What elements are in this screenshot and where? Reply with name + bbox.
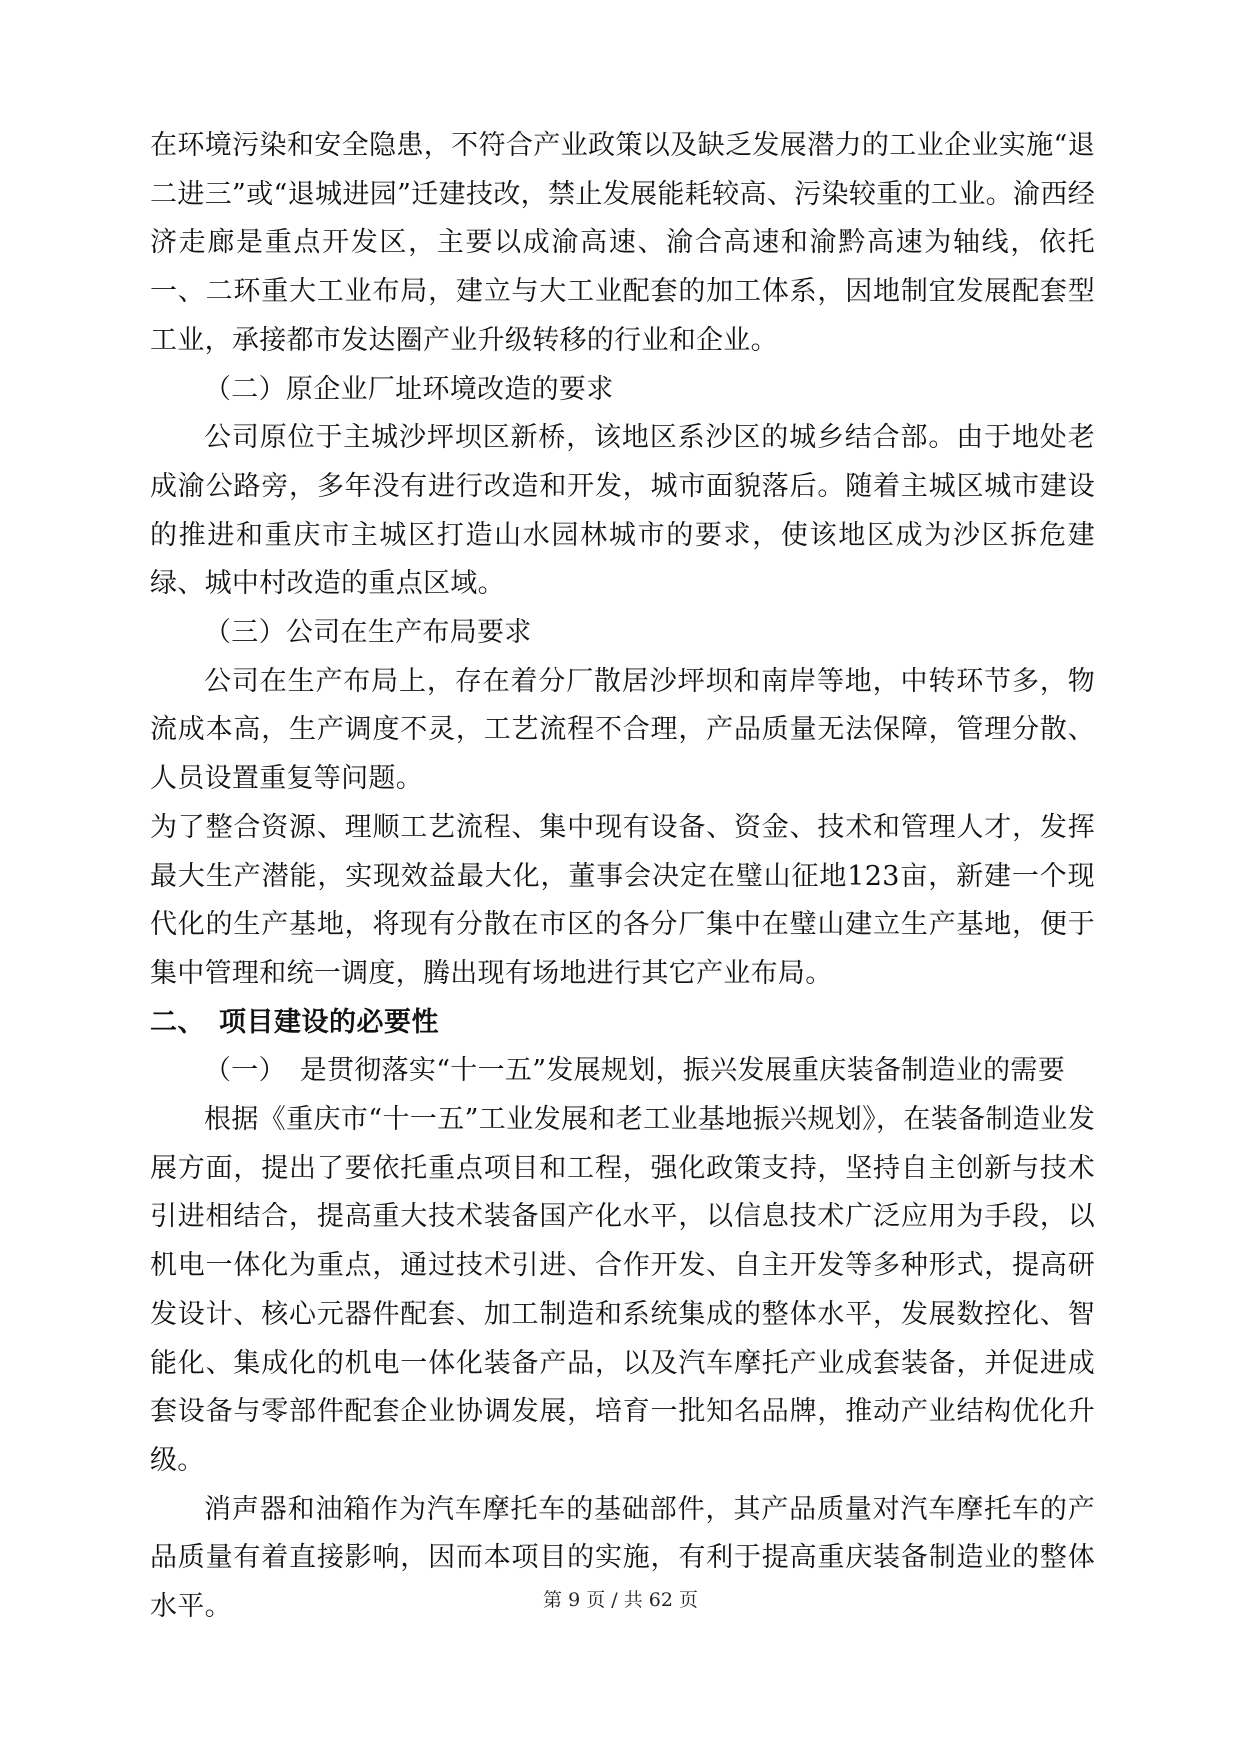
subheading-section-2-1: （一） 是贯彻落实“十一五”发展规划，振兴发展重庆装备制造业的需要 xyxy=(204,1055,1066,1087)
paragraph-1: 在环境污染和安全隐患，不符合产业政策以及缺乏发展潜力的工业企业实施“退二进三”或“退城进园”迁建技改，禁止发展能耗较高、污染较重的工业。渝西经济走廊是重点开发区，主要以成渝高速、渝合高速和渝黔高速为轴线，依托一、二环重大工业布局，建立与大工业配套的加工体系，因地制宜发展配套型工业，承接都市发达圈产业升级转移的行业和企业。 xyxy=(150,130,1095,356)
paragraph-6: 消声器和油箱作为汽车摩托车的基础部件，其产品质量对汽车摩托车的产品质量有着直接影响，因而本项目的实施，有利于提高重庆装备制造业的整体水平。 xyxy=(150,1493,1095,1623)
subheading-3: （三）公司在生产布局要求 xyxy=(204,617,532,649)
paragraph-2: 公司原位于主城沙坪坝区新桥，该地区系沙区的城乡结合部。由于地处老成渝公路旁，多年没有进行改造和开发，城市面貌落后。随着主城区城市建设的推进和重庆市主城区打造山水园林城市的要求，使该地区成为沙区拆危建绿、城中村改造的重点区域。 xyxy=(150,422,1095,600)
paragraph-5: 根据《重庆市“十一五”工业发展和老工业基地振兴规划》，在装备制造业发展方面，提出了要依托重点项目和工程，强化政策支持，坚持自主创新与技术引进相结合，提高重大技术装备国产化水平，以信息技术广泛应用为手段，以机电一体化为重点，通过技术引进、合作开发、自主开发等多种形式，提高研发设计、核心元器件配套、加工制造和系统集成的整体水平，发展数控化、智能化、集成化的机电一体化装备产品，以及汽车摩托产业成套装备，并促进成套设备与零部件配套企业协调发展，培育一批知名品牌，推动产业结构优化升级。 xyxy=(150,1104,1095,1476)
page-number-footer: 第 9 页 / 共 62 页 xyxy=(543,1589,698,1611)
document-body xyxy=(150,122,1095,1632)
paragraph-4: 为了整合资源、理顺工艺流程、集中现有设备、资金、技术和管理人才，发挥最大生产潜能，实现效益最大化，董事会决定在璧山征地123亩，新建一个现代化的生产基地，将现有分散在市区的各分厂集中在璧山建立生产基地，便于集中管理和统一调度，腾出现有场地进行其它产业布局。 xyxy=(150,811,1095,989)
subheading-2: （二）原企业厂址环境改造的要求 xyxy=(204,373,614,405)
section-heading-2: 二、 项目建设的必要性 xyxy=(150,1006,439,1038)
paragraph-3: 公司在生产布局上，存在着分厂散居沙坪坝和南岸等地，中转环节多，物流成本高，生产调度不灵，工艺流程不合理，产品质量无法保障，管理分散、人员设置重复等问题。 xyxy=(150,665,1095,795)
